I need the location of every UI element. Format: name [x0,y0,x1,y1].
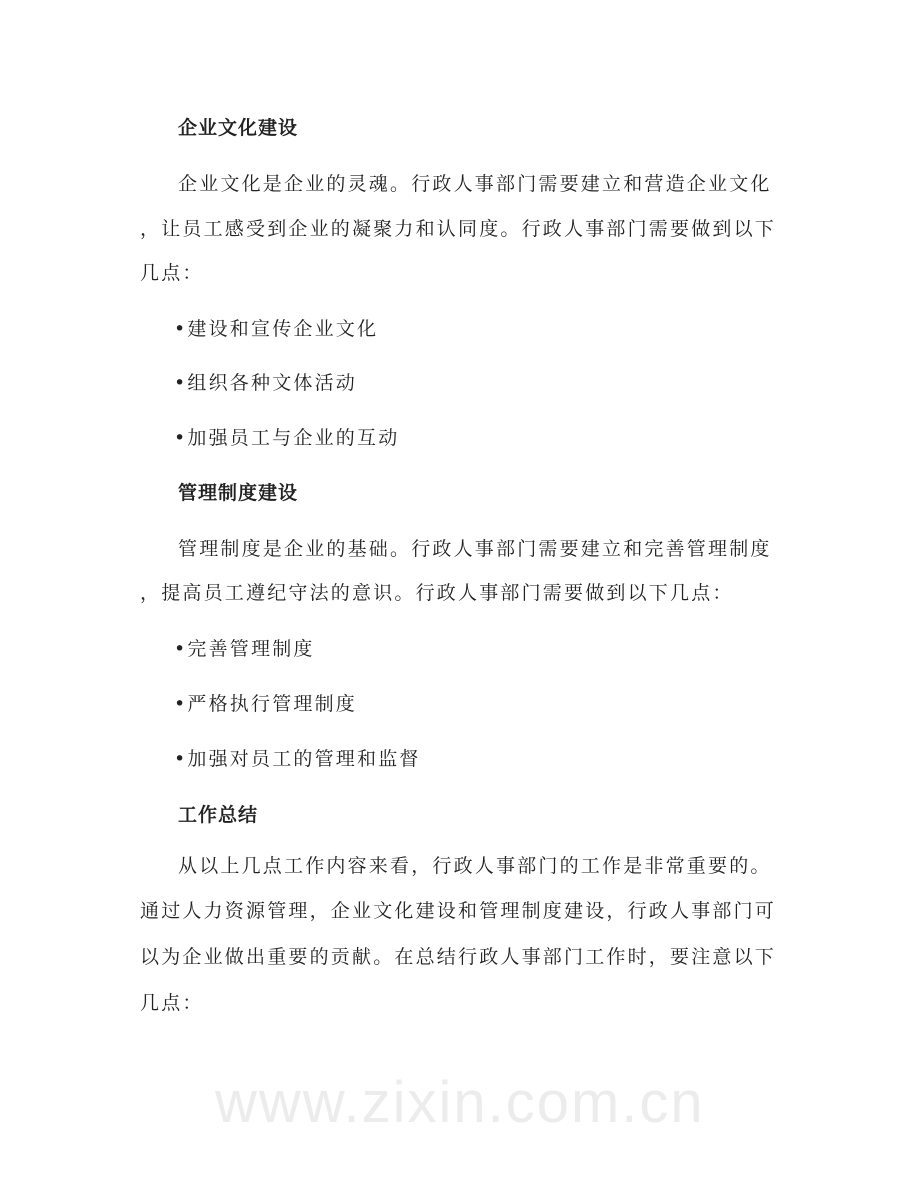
paragraph-line: 几点： [140,992,204,1014]
paragraph-line: ，让员工感受到企业的凝聚力和认同度。行政人事部门需要做到以下 [140,218,777,240]
paragraph-line: 几点： [140,262,204,284]
section-heading: 企业文化建设 [178,117,299,139]
section-heading: 工作总结 [178,804,259,826]
bullet-item: •建设和宣传企业文化 [174,318,379,340]
bullet-item: •加强对员工的管理和监督 [174,748,421,770]
bullet-item: •严格执行管理制度 [174,693,358,715]
paragraph-line: 通过人力资源管理，企业文化建设和管理制度建设，行政人事部门可 [140,900,777,922]
bullet-item: •组织各种文体活动 [174,372,358,394]
paragraph-line: 从以上几点工作内容来看，行政人事部门的工作是非常重要的。 [178,855,772,877]
paragraph-line: 企业文化是企业的灵魂。行政人事部门需要建立和营造企业文化 [178,173,772,195]
paragraph-line: 以为企业做出重要的贡献。在总结行政人事部门工作时，要注意以下 [140,946,777,968]
paragraph-line: ，提高员工遵纪守法的意识。行政人事部门需要做到以下几点： [140,582,734,604]
watermark: www.zixin.com.cn [215,1070,705,1135]
bullet-item: •加强员工与企业的互动 [174,427,400,449]
paragraph-line: 管理制度是企业的基础。行政人事部门需要建立和完善管理制度 [178,538,772,560]
bullet-item: •完善管理制度 [174,638,315,660]
section-heading: 管理制度建设 [178,482,299,504]
